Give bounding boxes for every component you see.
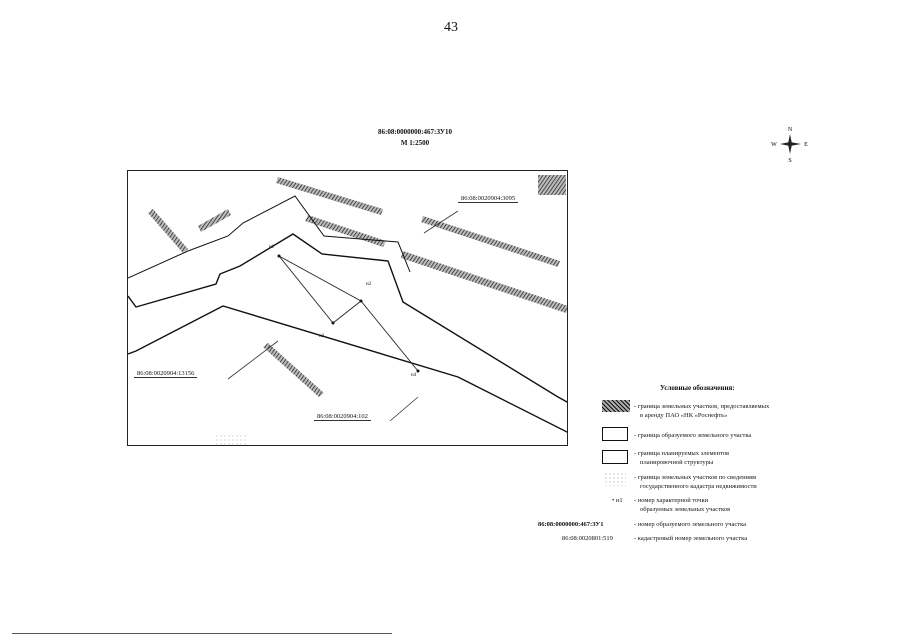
legend-point-line2: образуемых земельных участков bbox=[640, 506, 731, 513]
characteristic-points bbox=[278, 255, 420, 373]
formed-parcel-boundary bbox=[128, 234, 568, 433]
compass-north-label: N bbox=[787, 127, 793, 133]
legend-swatch-lease bbox=[602, 400, 630, 412]
map-title bbox=[350, 127, 480, 149]
leased-land-strips bbox=[148, 175, 568, 445]
point-label-n2: н2 bbox=[366, 282, 372, 287]
bottom-rule bbox=[12, 633, 392, 634]
legend-planned-line2: планировочной структуры bbox=[640, 459, 714, 466]
legend-swatch-formed bbox=[602, 427, 628, 441]
legend-title: Условные обозначения: bbox=[660, 384, 735, 392]
legend-formed-number: - номер образуемого земельного участка bbox=[634, 521, 747, 528]
parcel-label-3095: 86:08:0020904:3095 bbox=[458, 195, 518, 203]
legend-planned-line1: - граница планируемых элементов bbox=[634, 450, 730, 457]
compass-east-label: E bbox=[804, 142, 808, 148]
legend-lease-line2: в аренду ПАО «НК «Роснефть» bbox=[640, 412, 728, 419]
parcel-label-102: 86:08:0020904:102 bbox=[314, 413, 371, 421]
parcel-point-lines bbox=[279, 256, 418, 371]
legend-cadastral-number-sample: 86:08:0020801:519 bbox=[562, 535, 613, 542]
legend-cadastre-line2: государственного кадастра недвижимости bbox=[640, 483, 757, 490]
point-label-n1: н1 bbox=[269, 245, 275, 250]
legend-formed-number-sample: 86:08:0000000:467:ЗУ1 bbox=[538, 521, 604, 528]
compass-west-label: W bbox=[771, 142, 777, 148]
map-frame bbox=[127, 170, 568, 446]
map-scale: М 1:2500 bbox=[400, 139, 430, 147]
page-number: 43 bbox=[444, 20, 458, 35]
legend-point-line1: - номер характерной точки bbox=[634, 497, 709, 504]
compass-south-label: S bbox=[788, 158, 792, 164]
legend-cadastre-line1: - граница земельных участков по сведениям bbox=[634, 474, 757, 481]
compass-rose-icon bbox=[768, 122, 812, 166]
parcel-label-13156: 86:08:0020904:13156 bbox=[134, 370, 197, 378]
map-parcel-id: 86:08:0000000:467:ЗУ10 bbox=[378, 128, 452, 136]
map-drawing bbox=[128, 171, 568, 446]
point-label-n4: н4 bbox=[411, 373, 417, 378]
legend-point-marker: • н1 bbox=[612, 497, 623, 504]
legend-formed: - граница образуемого земельного участка bbox=[634, 432, 752, 439]
legend-swatch-planned bbox=[602, 450, 628, 464]
legend-swatch-cadastre bbox=[604, 472, 626, 486]
legend-cadastral-number: - кадастровый номер земельного участка bbox=[634, 535, 748, 542]
label-leader-lines bbox=[228, 211, 458, 421]
legend-lease-line1: - граница земельных участков, предоставляемых bbox=[634, 403, 770, 410]
point-label-n3: н3 bbox=[319, 334, 325, 339]
